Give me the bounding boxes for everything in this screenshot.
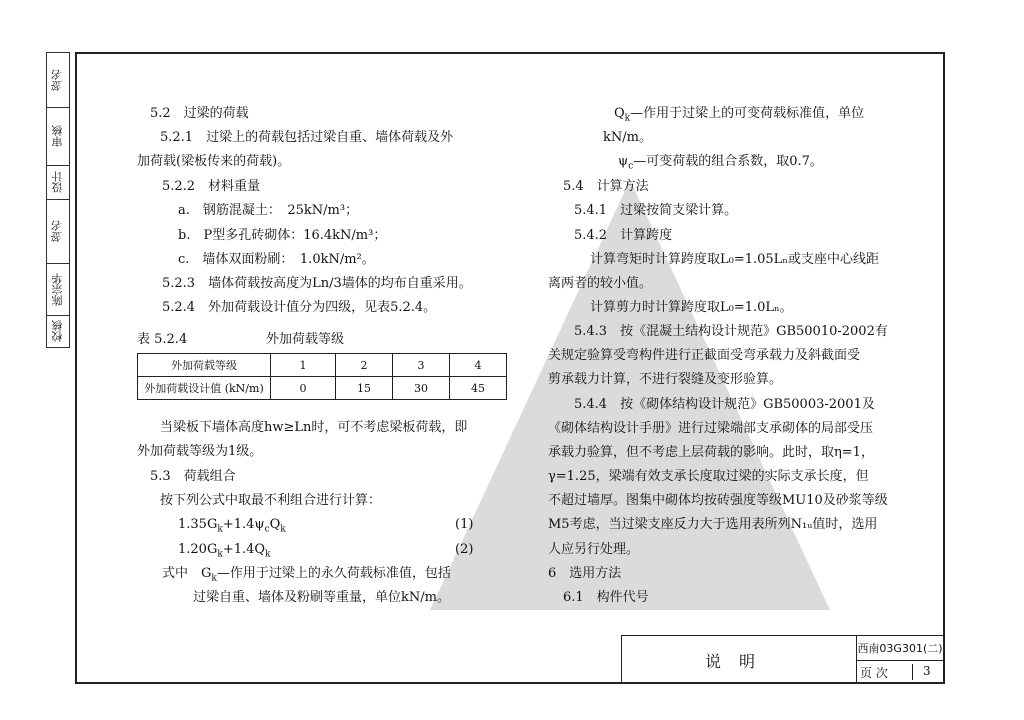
list-item: c. 墙体双面粉刷： 1.0kN/m²。 [178, 252, 375, 267]
paragraph: 加荷载(梁板传来的荷载)。 [137, 154, 291, 169]
paragraph: 5.2.1 过梁上的荷载包括过梁自重、墙体荷载及外 [160, 130, 454, 145]
table-cell: 30 [393, 377, 450, 400]
paragraph: $Q_k—$作用于过梁上的可变荷载标准值，单位 [614, 106, 865, 124]
strip-cell: 签名 [47, 199, 69, 264]
strip-cell: 签名 [47, 53, 69, 108]
paragraph: 承载力验算，但不考虑上层荷载的影响。此时，取η=1， [548, 445, 874, 460]
paragraph: 计算弯矩时计算跨度取L₀=1.05Lₙ或支座中心线距 [590, 252, 879, 267]
load-table [137, 353, 507, 400]
page-number: 页 次 3 [860, 664, 931, 680]
paragraph: 5.4.3 按《混凝土结构设计规范》GB50010-2002有 [574, 324, 888, 339]
section-heading: 5.4 计算方法 [563, 179, 649, 194]
paragraph: γ=1.25，梁端有效支承长度取过梁的实际支承长度，但 [548, 469, 869, 484]
paragraph: 式中 $G_k—$作用于过梁上的永久荷载标准值，包括 [162, 566, 451, 584]
paragraph: kN/m。 [603, 130, 652, 145]
paragraph: 离两者的较小值。 [548, 276, 653, 291]
paragraph: 按下列公式中取最不利组合进行计算： [160, 493, 382, 508]
paragraph: $\psi_c—$可变荷载的组合系数，取0.7。 [618, 154, 823, 172]
list-item: a. 钢筋混凝土： 25kN/m³； [178, 203, 359, 218]
paragraph: 5.4.4 按《砌体结构设计规范》GB50003-2001及 [574, 397, 875, 412]
paragraph: 5.4.1 过梁按简支梁计算。 [574, 203, 738, 218]
table-row [138, 354, 507, 377]
table-title: 外加荷载等级 [266, 332, 345, 347]
strip-cell: 陈宗华 [47, 263, 69, 316]
title-block [621, 635, 943, 683]
formula-1: $1.35G_k+1.4\psi_cQ_k$ [178, 517, 286, 535]
paragraph: 5.2.3 墙体荷载按高度为Ln/3墙体的均布自重采用。 [162, 276, 472, 291]
formula-number: (1) [455, 517, 474, 532]
table-caption: 表 5.2.4 [137, 332, 188, 347]
paragraph: 剪承载力计算，不进行裂缝及变形验算。 [548, 372, 783, 387]
paragraph: 外加荷载等级为1级。 [137, 444, 263, 459]
paragraph: 过梁自重、墙体及粉刷等重量，单位kN/m。 [193, 590, 450, 605]
strip-cell: 设计 [47, 165, 69, 200]
paragraph: 当梁板下墙体高度hw≥Ln时，可不考虑梁板荷载，即 [160, 420, 468, 435]
section-heading: 5.2.2 材料重量 [162, 179, 261, 194]
paragraph: 不超过墙厚。图集中砌体均按砖强度等级MU10及砂浆等级 [548, 493, 888, 508]
paragraph: 关规定验算受弯构件进行正截面受弯承载力及斜截面受 [548, 348, 861, 363]
table-cell: 3 [393, 354, 450, 377]
table-cell: 15 [336, 377, 393, 400]
paragraph: 计算剪力时计算跨度取L₀=1.0Lₙ。 [590, 300, 793, 315]
section-heading: 5.4.2 计算跨度 [574, 228, 673, 243]
table-cell: 0 [271, 377, 336, 400]
paragraph: 人应另行处理。 [548, 542, 640, 557]
formula-number: (2) [455, 542, 474, 557]
section-heading: 5.3 荷载组合 [150, 469, 236, 484]
table-row [138, 377, 507, 400]
table-cell: 45 [450, 377, 507, 400]
table-cell: 1 [271, 354, 336, 377]
list-item: b. P型多孔砖砌体：16.4kN/m³； [178, 228, 387, 243]
section-heading: 6 选用方法 [548, 566, 622, 581]
section-heading: 5.2 过梁的荷载 [150, 106, 249, 121]
signature-strip [46, 52, 70, 348]
paragraph: M5考虑，当过梁支座反力大于选用表所列N₁ᵤ值时，选用 [548, 517, 878, 532]
paragraph: 5.2.4 外加荷载设计值分为四级，见表5.2.4。 [162, 300, 437, 315]
formula-2: $1.20G_k+1.4Q_k$ [178, 542, 271, 560]
table-cell: 2 [336, 354, 393, 377]
table-cell: 4 [450, 354, 507, 377]
drawing-code: 西南03G301(二) [856, 636, 944, 661]
table-cell: 外加荷载设计值 (kN/m) [138, 377, 271, 400]
strip-cell: 审核 [47, 107, 69, 166]
paragraph: 《砌体结构设计手册》进行过梁端部支承砌体的局部受压 [548, 421, 874, 436]
strip-cell: 校核 [51, 320, 64, 342]
paragraph: 6.1 构件代号 [563, 590, 649, 605]
drawing-title: 说明 [622, 636, 857, 684]
table-cell: 外加荷载等级 [138, 354, 271, 377]
